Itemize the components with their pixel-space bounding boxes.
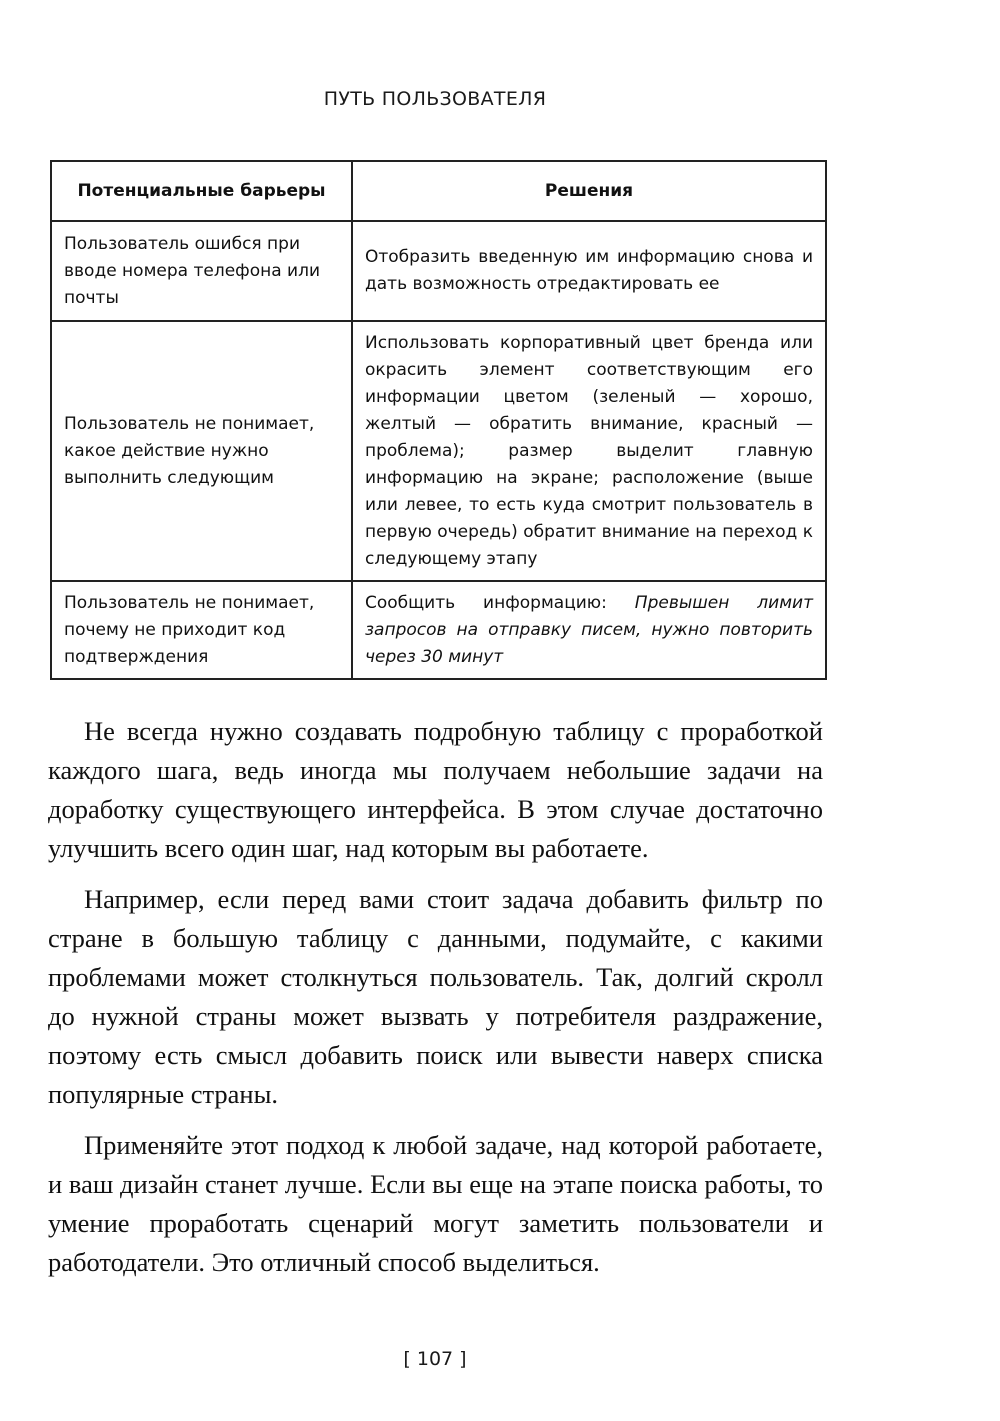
solution-italic-message: Превышен лимит запросов на отправку писем, нужно повторить через 30 минут: [365, 592, 813, 667]
barriers-table: [50, 160, 827, 680]
problem-cell: Пользователь не понимает, какое действие нужно выполнить следующим: [51, 321, 352, 581]
page-number: [ 107 ]: [403, 1348, 467, 1370]
solution-cell: Использовать корпоративный цвет бренда или окрасить элемент соответствующим его информации цветом (зеленый — хорошо, желтый — обратить внимание, красный — проблема); размер выделит главную информацию на экране; расположение (выше или левее, то есть куда смотрит пользователь в первую очередь) обратит внимание на переход к следующему этапу: [352, 321, 826, 581]
paragraph: Например, если перед вами стоит задача добавить фильтр по стране в большую таблицу с данными, подумайте, с какими проблемами может столкнуться пользователь. Так, долгий скролл до нужной страны может вызвать у потребителя раздражение, поэтому есть смысл добавить поиск или вывести наверх списка популярные страны.: [48, 884, 823, 1109]
header-solutions: Решения: [352, 161, 826, 221]
solution-cell: [352, 581, 826, 679]
table-row: [51, 581, 826, 679]
table-row: [51, 321, 826, 581]
problem-cell: Пользователь ошибся при вводе номера телефона или почты: [51, 221, 352, 321]
table-header-row: [51, 161, 826, 221]
paragraph: Не всегда нужно создавать подробную таблицу с проработкой каждого шага, ведь иногда мы получаем небольшие задачи на доработку существующего интерфейса. В этом случае достаточно улучшить всего один шаг, над которым вы работаете.: [48, 716, 823, 863]
solution-prefix: Сообщить информацию:: [365, 592, 635, 613]
header-barriers: Потенциальные барьеры: [51, 161, 352, 221]
body-text: [48, 712, 823, 1294]
problem-cell: Пользователь не понимает, почему не приходит код подтверждения: [51, 581, 352, 679]
table-row: [51, 221, 826, 321]
solution-cell: Отобразить введенную им информацию снова и дать возможность отредактировать ее: [352, 221, 826, 321]
paragraph: Применяйте этот подход к любой задаче, над которой работаете, и ваш дизайн станет лучше. Если вы еще на этапе поиска работы, то умение проработать сценарий могут заметить пользователи и работодатели. Это отличный способ выделиться.: [48, 1130, 823, 1277]
running-head: ПУТЬ ПОЛЬЗОВАТЕЛЯ: [323, 88, 547, 110]
